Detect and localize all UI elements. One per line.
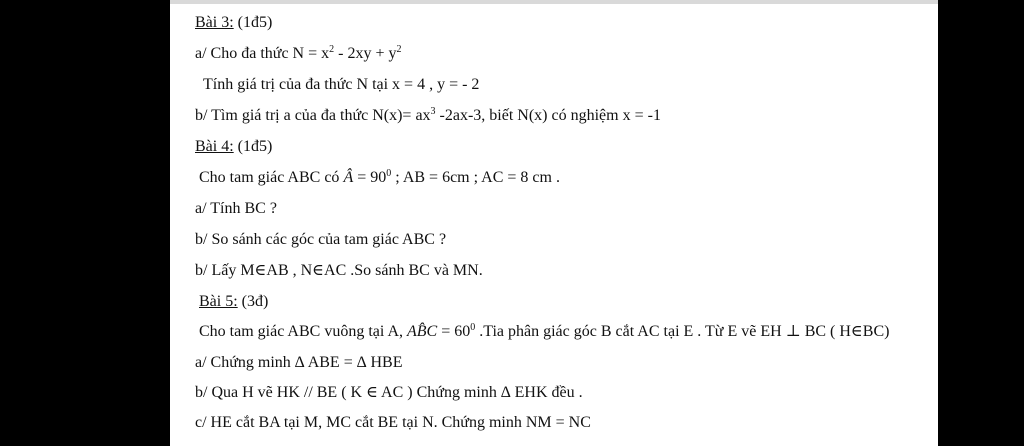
text-run: c/ HE cắt BA tại M, MC cắt BE tại N. Chứng minh NM = NC: [195, 414, 591, 431]
bai4-given: [199, 168, 560, 188]
text-run: Tính giá trị của đa thức N tại x = 4 , y = - 2: [203, 76, 480, 93]
bai5-part-b: [195, 383, 583, 403]
text-run: Cho tam giác ABC vuông tại A,: [199, 323, 407, 340]
bai4-part-c: [195, 261, 483, 281]
bai3-heading: [195, 13, 272, 33]
text-run: AB̂C: [407, 323, 438, 340]
text-run: b/ Qua H vẽ HK // BE ( K ∈ AC ) Chứng minh ∆ EHK đều .: [195, 384, 583, 401]
bai5-part-c: [195, 413, 591, 433]
page-top-edge: [170, 0, 938, 4]
text-run: Bài 4:: [195, 138, 234, 155]
text-run: b/ So sánh các góc của tam giác ABC ?: [195, 231, 447, 248]
bai4-part-b: [195, 230, 446, 250]
bai3-part-b: [195, 106, 661, 126]
superscript: 0: [386, 168, 392, 179]
text-run: a/ Chứng minh ∆ ABE = ∆ HBE: [195, 354, 403, 371]
bai4-heading: [195, 137, 272, 157]
superscript: 2: [396, 44, 402, 55]
text-run: .Tia phân giác góc B cắt AC tại E . Từ E vẽ EH ⊥ BC ( H∈BC): [475, 323, 890, 340]
document-page: [170, 0, 938, 446]
bai5-heading: [199, 292, 268, 312]
text-run: ; AB = 6cm ; AC = 8 cm .: [391, 169, 560, 186]
text-run: Bài 3:: [195, 14, 234, 31]
text-run: (1đ5): [233, 138, 273, 155]
text-run: = 60: [437, 323, 471, 340]
text-run: = 90: [353, 169, 387, 186]
superscript: 3: [430, 106, 436, 117]
bai4-part-a: [195, 199, 277, 219]
superscript: 2: [329, 44, 335, 55]
text-run: - 2xy + y: [334, 45, 397, 62]
text-run: a/ Tính BC ?: [195, 200, 277, 217]
superscript: 0: [470, 322, 476, 333]
text-run: b/ Tìm giá trị a của đa thức N(x)= ax: [195, 107, 431, 124]
text-run: b/ Lấy M∈AB , N∈AC .So sánh BC và MN.: [195, 262, 483, 279]
text-run: a/ Cho đa thức N = x: [195, 45, 330, 62]
text-run: (1đ5): [233, 14, 273, 31]
bai5-part-a: [195, 353, 403, 373]
text-run: (3đ): [237, 293, 269, 310]
bai3-evaluate: [203, 75, 479, 95]
bai5-given: [199, 322, 889, 342]
text-run: Â: [343, 169, 354, 186]
bai3-part-a: [195, 44, 401, 64]
text-run: -2ax-3, biết N(x) có nghiệm x = -1: [435, 107, 661, 124]
text-run: Bài 5:: [199, 293, 238, 310]
text-run: Cho tam giác ABC có: [199, 169, 344, 186]
